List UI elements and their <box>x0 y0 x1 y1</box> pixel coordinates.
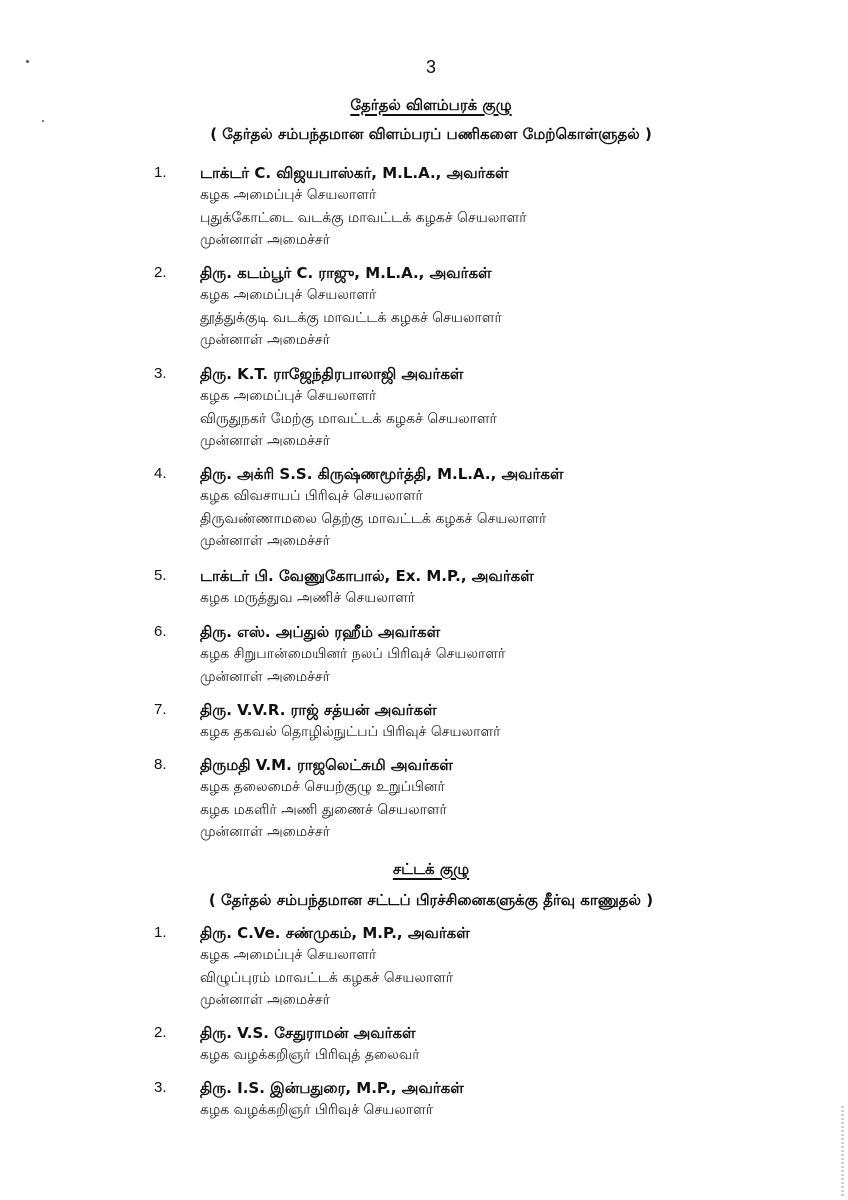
member-role: கழக தலைமைச் செயற்குழு உறுப்பினர் <box>200 779 445 795</box>
member-entry <box>0 1022 848 1077</box>
member-entry <box>0 621 848 699</box>
member-name: திரு. C.Ve. சண்முகம், M.P., அவர்கள் <box>200 924 470 942</box>
page-number: 3 <box>425 57 436 77</box>
member-entry <box>0 262 848 363</box>
section-subtitle: ( தேர்தல் சம்பந்தமான விளம்பரப் பணிகளை மேற்கொள்ளுதல் ) <box>210 125 652 143</box>
member-role: முன்னாள் அமைச்சர் <box>200 533 330 549</box>
scan-edge-mark <box>841 1106 844 1196</box>
member-role: விருதுநகர் மேற்கு மாவட்டக் கழகச் செயலாளர் <box>200 410 497 427</box>
scan-speck <box>42 120 44 122</box>
member-entry <box>0 699 848 754</box>
member-list <box>0 922 848 1132</box>
member-number: 7. <box>154 701 167 718</box>
section-title <box>0 858 848 880</box>
member-role: கழக வழக்கறிஞர் பிரிவுத் தலைவர் <box>200 1047 420 1063</box>
member-role: முன்னாள் அமைச்சர் <box>200 824 330 840</box>
member-name: திரு. கடம்பூர் C. ராஜு, M.L.A., அவர்கள் <box>200 264 492 282</box>
member-role: தூத்துக்குடி வடக்கு மாவட்டக் கழகச் செயலாளர் <box>200 309 502 326</box>
member-entry <box>0 754 848 854</box>
member-entry <box>0 162 848 262</box>
member-role: திருவண்ணாமலை தெற்கு மாவட்டக் கழகச் செயலாளர் <box>200 510 547 527</box>
member-entry <box>0 565 848 621</box>
member-number: 1. <box>154 164 167 181</box>
member-role: கழக மகளிர் அணி துணைச் செயலாளர் <box>200 801 447 818</box>
member-role: முன்னாள் அமைச்சர் <box>200 992 330 1008</box>
member-name: திரு. K.T. ராஜேந்திரபாலாஜி அவர்கள் <box>200 365 464 383</box>
member-number: 2. <box>154 264 167 281</box>
member-name: திரு. V.V.R. ராஜ் சத்யன் அவர்கள் <box>200 701 437 719</box>
member-entry <box>0 463 848 565</box>
member-name: திரு. V.S. சேதுராமன் அவர்கள் <box>200 1024 416 1042</box>
member-name: திரு. எஸ். அப்துல் ரஹீம் அவர்கள் <box>200 623 441 641</box>
member-role: புதுக்கோட்டை வடக்கு மாவட்டக் கழகச் செயலாளர் <box>200 209 527 226</box>
member-role: கழக அமைப்புச் செயலாளர் <box>200 947 377 963</box>
section-title <box>0 94 848 116</box>
member-number: 5. <box>154 567 167 584</box>
member-number: 6. <box>154 623 167 640</box>
member-role: கழக விவசாயப் பிரிவுச் செயலாளர் <box>200 488 423 504</box>
member-entry <box>0 922 848 1022</box>
member-role: கழக அமைப்புச் செயலாளர் <box>200 388 377 404</box>
section-subtitle: ( தேர்தல் சம்பந்தமான சட்டப் பிரச்சினைகளுக்கு தீர்வு காணுதல் ) <box>208 891 654 909</box>
member-name: திரு. அக்ரி S.S. கிருஷ்ணமூர்த்தி, M.L.A., அவர்கள் <box>200 465 564 483</box>
member-role: கழக மருத்துவ அணிச் செயலாளர் <box>200 590 416 606</box>
member-role: முன்னாள் அமைச்சர் <box>200 433 330 449</box>
member-role: கழக தகவல் தொழில்நுட்பப் பிரிவுச் செயலாளர் <box>200 724 501 740</box>
member-name: திரு. I.S. இன்பதுரை, M.P., அவர்கள் <box>200 1079 464 1097</box>
member-role: கழக அமைப்புச் செயலாளர் <box>200 287 377 303</box>
member-number: 3. <box>154 1079 167 1096</box>
member-name: டாக்டர் பி. வேணுகோபால், Ex. M.P., அவர்கள் <box>200 567 534 585</box>
member-role: முன்னாள் அமைச்சர் <box>200 668 330 685</box>
member-role: கழக சிறுபான்மையினர் நலப் பிரிவுச் செயலாளர் <box>200 646 506 662</box>
member-role: விழுப்புரம் மாவட்டக் கழகச் செயலாளர் <box>200 969 454 986</box>
member-entry <box>0 363 848 463</box>
member-number: 8. <box>154 756 167 773</box>
member-role: கழக வழக்கறிஞர் பிரிவுச் செயலாளர் <box>200 1102 434 1118</box>
section-title-text: தேர்தல் விளம்பரக் குழு <box>350 96 512 114</box>
member-role: முன்னாள் அமைச்சர் <box>200 232 330 248</box>
member-role: கழக அமைப்புச் செயலாளர் <box>200 187 377 203</box>
member-name: திருமதி V.M. ராஜலெட்சுமி அவர்கள் <box>200 756 453 774</box>
member-entry <box>0 1077 848 1132</box>
member-role: முன்னாள் அமைச்சர் <box>200 332 330 348</box>
member-number: 4. <box>154 465 167 482</box>
member-number: 3. <box>154 365 167 382</box>
member-number: 2. <box>154 1024 167 1041</box>
member-name: டாக்டர் C. விஜயபாஸ்கர், M.L.A., அவர்கள் <box>200 164 509 182</box>
member-number: 1. <box>154 924 167 941</box>
section-title-text: சட்டக் குழு <box>392 860 470 878</box>
member-list <box>0 162 848 854</box>
